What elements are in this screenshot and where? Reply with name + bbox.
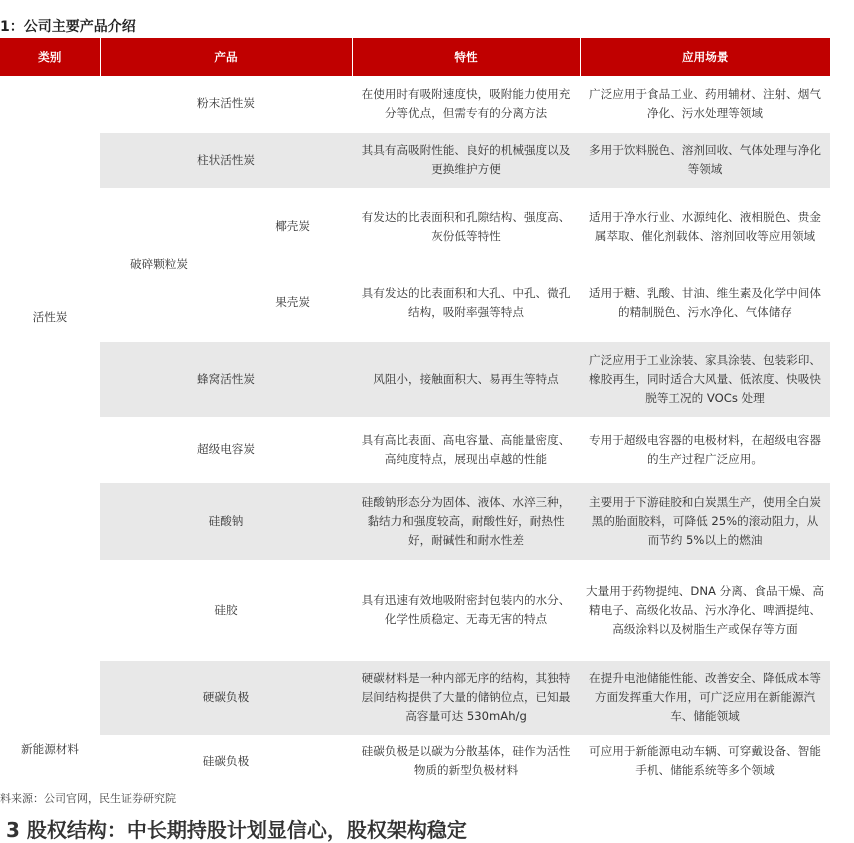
source-note: 料来源：公司官网，民生证券研究院 (0, 792, 176, 805)
application-cell: 适用于净水行业、水源纯化、液相脱色、贵金属萃取、催化剂载体、溶剂回收等应用领域 (580, 188, 830, 265)
header-application: 应用场景 (580, 38, 830, 76)
sub-product-coconut: 椰壳炭 (275, 218, 310, 233)
feature-cell: 硅酸钠形态分为固体、液体、水淬三种，黏结力和强度较高，耐酸性好，耐热性好，耐碱性和耐水性差 (352, 482, 580, 560)
feature-cell: 在使用时有吸附速度快，吸附能力使用充分等优点，但需专有的分离方法 (352, 76, 580, 132)
table-row (0, 482, 830, 560)
table-row (0, 417, 830, 482)
feature-cell: 硬碳材料是一种内部无序的结构，其独特层间结构提供了大量的储钠位点，已知最高容量可达 530mAh/g (352, 660, 580, 735)
table-row (0, 341, 830, 417)
feature-cell: 具有发达的比表面积和大孔、中孔、微孔结构，吸附率强等特点 (352, 265, 580, 341)
table-row (0, 132, 830, 188)
application-cell: 主要用于下游硅胶和白炭黑生产，使用全白炭黑的胎面胶料，可降低 25%的滚动阻力，从而节约 5%以上的燃油 (580, 482, 830, 560)
section-heading: 3 股权结构：中长期持股计划显信心，股权架构稳定 (6, 818, 467, 842)
feature-cell: 具有高比表面、高电容量、高能量密度、高纯度特点，展现出卓越的性能 (352, 417, 580, 482)
application-cell: 大量用于药物提纯、DNA 分离、食品干燥、高精电子、高级化妆品、污水净化、啤酒提纯、高级涂料以及树脂生产或保存等方面 (580, 560, 830, 660)
product-cell: 超级电容炭 (100, 417, 352, 482)
application-cell: 可应用于新能源电动车辆、可穿戴设备、智能手机、储能系统等多个领域 (580, 735, 830, 787)
product-cell: 破碎颗粒炭 (130, 256, 188, 271)
table-row (0, 188, 830, 265)
category-new-energy: 新能源材料 (0, 560, 100, 787)
application-cell: 专用于超级电容器的电极材料，在超级电容器的生产过程广泛应用。 (580, 417, 830, 482)
feature-cell: 其具有高吸附性能、良好的机械强度以及更换维护方便 (352, 132, 580, 188)
category-activated-carbon: 活性炭 (0, 76, 100, 560)
table-row (0, 660, 830, 735)
feature-cell: 风阻小，接触面积大、易再生等特点 (352, 341, 580, 417)
table-header-row (0, 38, 830, 76)
application-cell: 广泛应用于食品工业、药用辅材、注射、烟气净化、污水处理等领域 (580, 76, 830, 132)
product-table (0, 38, 830, 788)
header-product: 产品 (100, 38, 352, 76)
application-cell: 在提升电池储能性能、改善安全、降低成本等方面发挥重大作用，可广泛应用在新能源汽车、储能领域 (580, 660, 830, 735)
application-cell: 多用于饮料脱色、溶剂回收、气体处理与净化等领域 (580, 132, 830, 188)
product-cell: 蜂窝活性炭 (100, 341, 352, 417)
application-cell: 适用于糖、乳酸、甘油、维生素及化学中间体的精制脱色、污水净化、气体储存 (580, 265, 830, 341)
product-cell: 硅碳负极 (100, 735, 352, 787)
product-cell: 硅胶 (100, 560, 352, 660)
product-cell: 柱状活性炭 (100, 132, 352, 188)
header-category: 类别 (0, 38, 100, 76)
table-row (0, 76, 830, 132)
application-cell: 广泛应用于工业涂装、家具涂装、包装彩印、橡胶再生，同时适合大风量、低浓度、快吸快脱等工况的 VOCs 处理 (580, 341, 830, 417)
feature-cell: 具有迅速有效地吸附密封包装内的水分、化学性质稳定、无毒无害的特点 (352, 560, 580, 660)
table-row (0, 560, 830, 660)
header-feature: 特性 (352, 38, 580, 76)
sub-product-nutshell: 果壳炭 (275, 294, 310, 309)
product-cell: 粉末活性炭 (100, 76, 352, 132)
product-cell: 硅酸钠 (100, 482, 352, 560)
product-cell: 硬碳负极 (100, 660, 352, 735)
table-caption: 1：公司主要产品介绍 (0, 19, 136, 35)
feature-cell: 有发达的比表面积和孔隙结构、强度高、灰份低等特性 (352, 188, 580, 265)
table-row (0, 735, 830, 787)
feature-cell: 硅碳负极是以碳为分散基体，硅作为活性物质的新型负极材料 (352, 735, 580, 787)
